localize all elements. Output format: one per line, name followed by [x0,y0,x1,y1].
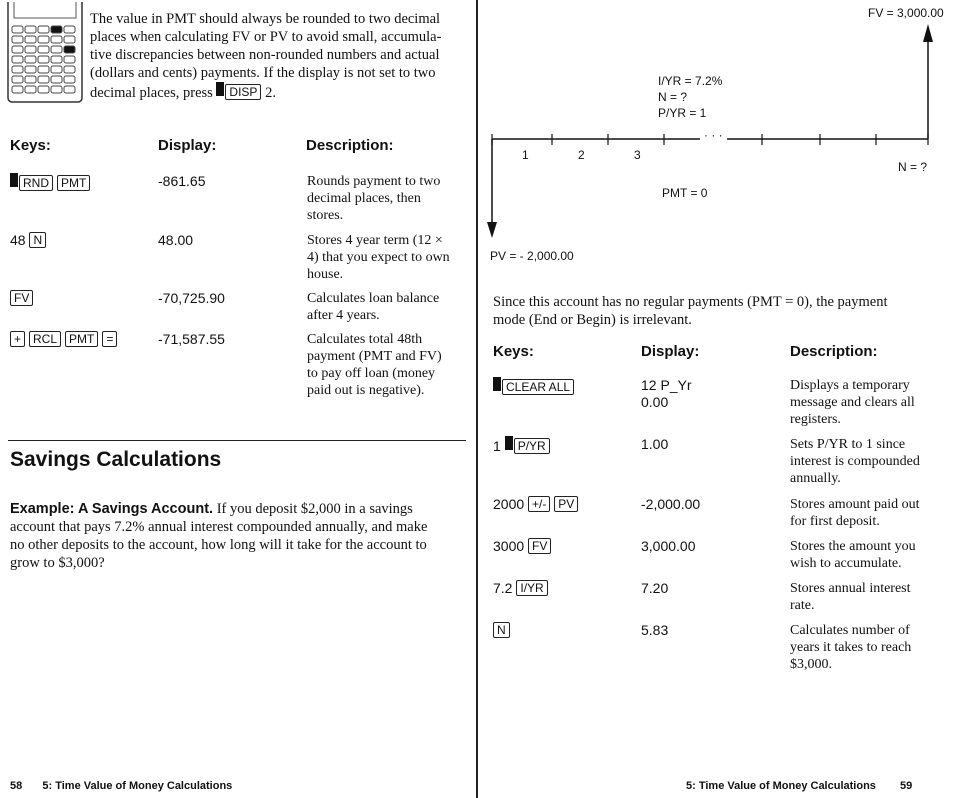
fv-label: FV = 3,000.00 [868,6,944,20]
section-rule [8,440,466,441]
right-footer [686,780,912,792]
desc-line: for first deposit. [790,514,880,529]
fv-arrowhead [923,24,933,42]
example-text: If you deposit $2,000 in a savings [216,501,413,517]
desc-line: Stores 4 year term (12 × [307,233,443,248]
desc-line: Rounds payment to two [307,174,441,189]
row-display: 7.20 [641,580,669,596]
shift-key-icon [505,436,513,450]
desc-line: house. [307,267,344,282]
example-line: account that pays 7.2% annual interest compounded annually, and make [10,519,428,535]
example-line: grow to $3,000? [10,555,105,571]
row-display [641,377,692,411]
key-prefix: 7.2 [493,580,513,596]
note-line: The value in PMT should always be rounded to two decimal [90,11,441,27]
calculator-icon [6,2,86,106]
display-header: Display: [158,137,217,154]
desc-line: wish to accumulate. [790,556,902,571]
desc-line: Calculates total 48th [307,332,423,347]
description-header: Description: [790,343,878,360]
desc-line: payment (PMT and FV) [307,349,442,364]
shift-key-icon [10,173,18,187]
desc-line: paid out is negative). [307,383,425,398]
fv-key: FV [10,290,33,306]
desc-line: Sets P/YR to 1 since [790,437,906,452]
row-description [790,496,950,530]
row-description [790,622,950,673]
row-description [307,173,467,224]
section-title: Savings Calculations [10,448,222,471]
pyr-label: P/YR = 1 [658,106,707,120]
row-display: 1.00 [641,436,669,452]
row-display: 48.00 [158,232,194,248]
page-number: 59 [900,780,913,792]
key-prefix: 3000 [493,538,525,554]
desc-line: 4) that you expect to own [307,250,450,265]
chapter-title: 5: Time Value of Money Calculations [686,780,876,792]
pv-arrowhead [487,222,497,238]
n-key: N [29,232,46,248]
desc-line: Stores the amount you [790,539,916,554]
row-keys [10,331,117,349]
desc-line: message and clears all [790,395,915,410]
para-line: mode (End or Begin) is irrelevant. [493,312,692,328]
desc-line: after 4 years. [307,308,380,323]
desc-line: to pay off loan (money [307,366,436,381]
row-keys [493,496,578,512]
example-lead: Example: A Savings Account. [10,501,214,517]
row-keys [493,538,551,554]
n-key: N [493,622,510,638]
example-line [10,500,470,518]
display-header: Display: [641,343,700,360]
display-line: 12 P_Yr [641,377,692,393]
fv-key: FV [528,538,551,554]
pyr-key: P/YR [514,438,550,454]
row-display: -71,587.55 [158,331,225,347]
row-description [790,538,950,572]
tick-label-3: 3 [634,148,641,162]
row-description [790,580,950,614]
left-page [0,0,476,798]
chapter-title: 5: Time Value of Money Calculations [42,780,233,792]
row-description [790,377,950,428]
disp-key: DISP [225,84,261,100]
desc-line: Calculates number of [790,623,910,638]
para-line: Since this account has no regular payments (PMT = 0), the payment [493,294,888,310]
desc-line: $3,000. [790,657,832,672]
note-line: places when calculating FV or PV to avoid small, accumula- [90,29,442,45]
note-text: decimal places, press [90,85,213,101]
row-display: -2,000.00 [641,496,701,512]
pmt-key: PMT [65,331,98,347]
cash-flow-diagram [478,0,954,250]
pv-label: PV = - 2,000.00 [490,249,574,263]
row-display: 5.83 [641,622,669,638]
keys-header: Keys: [10,137,51,154]
rnd-key: RND [19,175,53,191]
pmt-label: PMT = 0 [662,186,708,200]
page-number: 58 [10,780,23,792]
key-prefix: 48 [10,232,26,248]
desc-line: annually. [790,471,841,486]
rcl-key: RCL [29,331,61,347]
row-description [790,436,950,487]
left-footer [10,780,232,792]
desc-line: rate. [790,598,815,613]
rounding-note [90,10,470,102]
plus-key: + [10,331,25,347]
row-description [307,290,467,324]
note-line [90,82,470,102]
row-keys [493,622,510,640]
keys-header: Keys: [493,343,534,360]
row-display: -70,725.90 [158,290,225,306]
timeline-ellipsis: · · · [700,128,727,142]
payment-mode-paragraph [493,293,943,329]
desc-line: years it takes to reach [790,640,912,655]
key-prefix: 2000 [493,496,525,512]
row-display: 3,000.00 [641,538,696,554]
desc-line: registers. [790,412,841,427]
desc-line: interest is compounded [790,454,920,469]
row-keys [10,290,33,308]
key-prefix: 1 [493,438,501,454]
row-display: -861.65 [158,173,206,189]
example-paragraph [10,500,470,572]
row-description [307,331,467,399]
n-label: N = ? [658,90,688,104]
change-sign-key: +/- [528,496,550,512]
desc-line: Displays a temporary [790,378,910,393]
shift-key-icon [216,82,224,96]
desc-line: Stores annual interest [790,581,911,596]
note-line: (dollars and cents) payments. If the display is not set to two [90,65,436,81]
note-line: tive discrepancies between non-rounded numbers and actual [90,47,440,63]
row-keys [10,173,90,193]
example-line: no other deposits to the account, how long will it take for the account to [10,537,427,553]
pv-key: PV [554,496,578,512]
clear-all-key: CLEAR ALL [502,379,574,395]
pmt-key: PMT [57,175,90,191]
right-page [478,0,954,798]
desc-line: Stores amount paid out [790,497,920,512]
n-end-label: N = ? [898,160,928,174]
row-keys [10,232,46,248]
desc-line: decimal places, then [307,191,421,206]
iyr-key: I/YR [516,580,547,596]
row-description [307,232,467,283]
equals-key: = [102,331,117,347]
row-keys [493,436,550,454]
display-line: 0.00 [641,394,669,410]
row-keys [493,580,548,596]
desc-line: stores. [307,208,344,223]
iyr-label: I/YR = 7.2% [658,74,723,88]
tick-label-2: 2 [578,148,585,162]
row-keys [493,377,574,397]
shift-key-icon [493,377,501,391]
desc-line: Calculates loan balance [307,291,440,306]
tick-label-1: 1 [522,148,529,162]
note-text: 2. [265,85,276,101]
description-header: Description: [306,137,394,154]
